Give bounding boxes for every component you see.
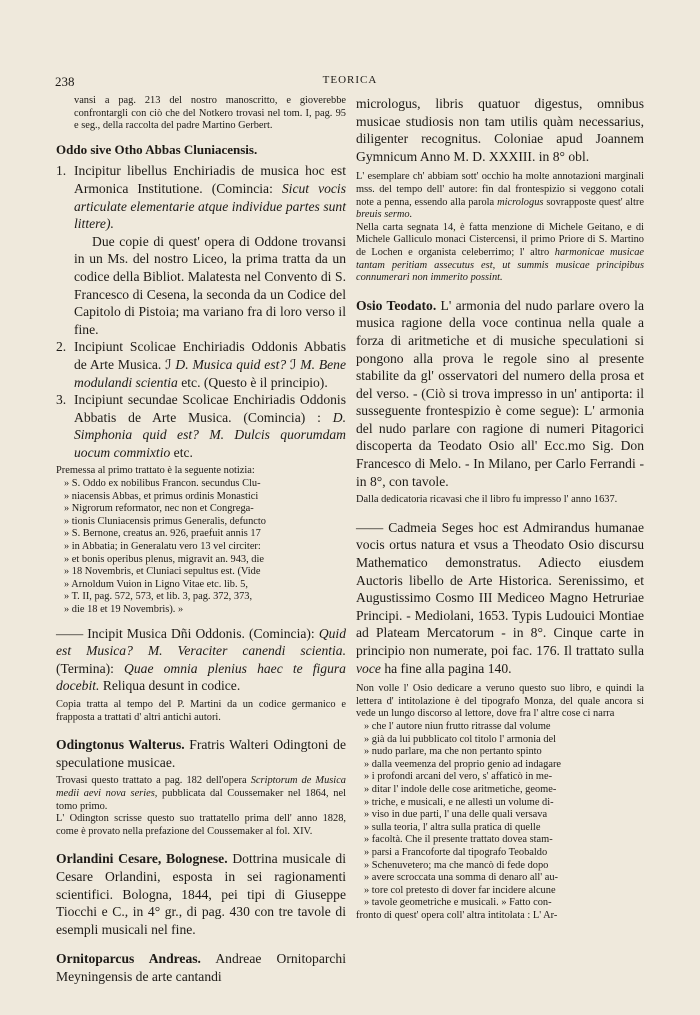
entry-heading-osio: Osio Teodato. — [356, 297, 437, 313]
page-number: 238 — [55, 74, 75, 89]
premessa-note: Premessa al primo trattato è la seguente notizia: » S. Oddo ex nobilibus Francon. secundus Clu- » niacensis Abbas, et primus ordinis Monastici » Nigrorum reformator, nec non et Congrega- » tionis Cluniacensis primus Generalis, defuncto » S. Bernone, creatus an. 926, praefuit annis 17 » in Abbatia; in Generalatu vero 13 vel circiter: » et bonis operibus plenus, migravit an. 943, die » 18 Novembris, et Cluniaci sepultus est. (Vide » Arnoldum Vuion in Ligno Vitae etc. lib. 5, » T. II, pag. 572, 573, et lib. 3, pag. 372, 373, » die 18 et 19 Novembris). » — [56, 465, 267, 615]
orlandini-entry: Orlandini Cesare, Bolognese. Dottrina musicale di Cesare Orlandini, esposta in sei ragionamenti scientifici. Bologna, 1844, pei tipi di Giuseppe Tiocchi e C., in 4° gr., di pag. 430 con tre tavole di esempli musicali nel fine. — [56, 851, 346, 937]
running-title: TEORICA — [322, 74, 378, 86]
entry-heading-orlandini: Orlandini Cesare, Bolognese. — [56, 851, 228, 867]
left-continuation: vansi a pag. 213 del nostro manoscritto, e gioverebbe confrontargli con ciò che del Notkero trovasi nel tom. I, pag. 95 e seg., della raccolta del padre Martino Gerbert. — [74, 95, 346, 132]
odington-entry: Odingtonus Walterus. Fratris Walteri Odingtoni de speculatione musicae. — [56, 737, 346, 770]
oddo-item-2: 2. Incipiunt Scolicae Enchiriadis Oddonis Abbatis de Arte Musica. ℐ D. Musica quid est? ℐ M. Bene modulandi scientia etc. (Questo è il principio). — [56, 339, 347, 390]
manuscript-sign-icon: ℐ — [165, 356, 172, 372]
ornitoparcus-entry: Ornitoparcus Andreas. Andreae Ornitoparchi Meyningensis de arte cantandi — [56, 951, 346, 984]
entry-heading-ornitoparcus: Ornitoparcus Andreas. — [56, 951, 201, 967]
odington-note-2: L' Odington scrisse questo suo trattatello prima dell' anno 1828, come è provato nella prefazione del Coussemaker al fol. XIV. — [56, 813, 346, 837]
manuscript-sign-icon: ℐ — [290, 356, 297, 372]
right-continuation: micrologus, libris quatuor digestus, omnibus musicae studiosis non tam utilis quàm necessarius, diligenter recognitus. Coloniae apud Joannem Gymnicum Anno M. D. XXXIII. in 8° obl. — [356, 96, 644, 164]
odington-note-1: Trovasi questo trattato a pag. 182 dell'opera Scriptorum de Musica medii aevi nova series, pubblicata dal Coussemaker nel 1864, nel tomo primo. — [56, 775, 346, 812]
copia-note: Copia tratta al tempo del P. Martini da un codice germanico e frapposta a trattati d' altri antichi autori. — [56, 698, 346, 723]
right-column — [356, 95, 644, 922]
entry-heading-odington: Odingtonus Walterus. — [56, 737, 185, 753]
dedicatoria-note: Dalla dedicatoria ricavasi che il libro fu impresso l' anno 1637. — [356, 494, 618, 506]
entry-heading-oddo: Oddo sive Otho Abbas Cluniacensis. — [56, 141, 258, 157]
cadmeia-entry: —— Cadmeia Seges hoc est Admirandus humanae vocis ortus natura et vsus a Theodato Osio discursu Mathematico demonstratus. Adiecto eiusdem Auctoris libello de Arte Historica. Serenissimo, et Augustissimo Cosmo III Mediceo Magno Hetruriae Principi. - Mediolani, 1653. Typis Ludouici Montiae ad Plateam Mercatorum - in 8°. Cinque carte in principio non numerate, poi fac. 176. Il trattato sulla voce ha fine alla pagina 140. — [356, 519, 644, 676]
non-volle-note: Non volle l' Osio dedicare a veruno questo suo libro, e quindi la lettera d' intitolazione è del tipografo Monza, del quale ancora si vede un lungo discorso al lettore, dove fra l' altre cose ci narra » che l' autore niun frutto ritrasse dal volume » già da lui pubblicato col titolo l' armonia del » nudo parlare, ma che non pertanto spinto » dalla veemenza del proprio genio ad indagare » i profondi arcani del vero, s' affaticò in me- » ditar l' indole delle cose aritmetiche, geome- » triche, e musicali, e ne allestì un volume di- » viso in due parti, l' una delle quali versava » sulla teoria, l' altra sulla pratica di quelle » facoltà. Che il presente trattato dovea stam- » parsi a Francoforte dal tipografo Teobaldo » Schenuvetero; ma che mancò di fede dopo » avere scroccata una somma di denaro all' au- » tore col pretesto di dover far incidere alcune » tavole geometriche e musicali. » Fatto con- fronto di quest' opera coll' altra intitolata : L' Ar- — [356, 683, 644, 921]
esemplare-note: L' esemplare ch' abbiam sott' occhio ha molte annotazioni marginali mss. del tempo dell' autore: fin dal frontespizio si veggono cotali note a penna, essendo alla parola micrologus sovrapposte quest' altre breuis sermo. — [356, 171, 644, 221]
oddo-item-1: 1. Incipitur libellus Enchiriadis de musica hoc est Armonica Institutione. (Comincia: Sicut vocis articulate elementarie atque individue partes sunt littere). Due copie di quest' opera di Oddone trovansi in un Ms. del nostro Liceo, la prima tratta da un codice della Bibliot. Malatesta nel Convento di S. Francesco di Cesena, la seconda da un Codice del Capitolo di Pistoia; ma variano fra di loro verso il fine. — [56, 163, 346, 337]
left-column — [56, 95, 346, 985]
dni-oddonis-entry: —— Incipit Musica Dñi Oddonis. (Comincia): Quid est Musica? M. Veraciter canendi scientia. (Termina): Quae omnia plenius haec te figura docebit. Reliqua desunt in codice. — [56, 625, 346, 694]
nella-carta-note: Nella carta segnata 14, è fatta menzione di Michele Geitano, e di Michele Galliculo monaci Cistercensi, il primo Priore di S. Martino de Lochen e organista celeberrimo; l' altro harmonicae musicae tantam peritiam assecutus est, ut summis musicae principibus connumerari non immerito possint. — [356, 221, 644, 284]
osio-entry: Osio Teodato. L' armonia del nudo parlare overo la musica ragione della voce continua nella quale a forza di aritmetiche et di musiche speculationi si pongono alla prova le regole sino al presente stabilite da gl' osservatori del numero della prosa et del verso. - (Ciò si trova impresso in un' antiporta: il susseguente frontespizio è come segue): L' armonia del nudo parlare con ragione di numeri Pitagorici discoperta da Teodato Osio all' Ecc.mo Sig. Don Francesco di Melo. - In Milano, per Carlo Ferrandi - in 8°, con tavole. — [356, 297, 644, 489]
page-header — [55, 74, 645, 92]
oddo-item-3: 3. Incipiunt secundae Scolicae Enchiriadis Oddonis Abbatis de Arte Musica. (Comincia) : D. Simphonia quid est? M. Dulcis quorumdam uocum commixtio etc. — [56, 392, 346, 460]
